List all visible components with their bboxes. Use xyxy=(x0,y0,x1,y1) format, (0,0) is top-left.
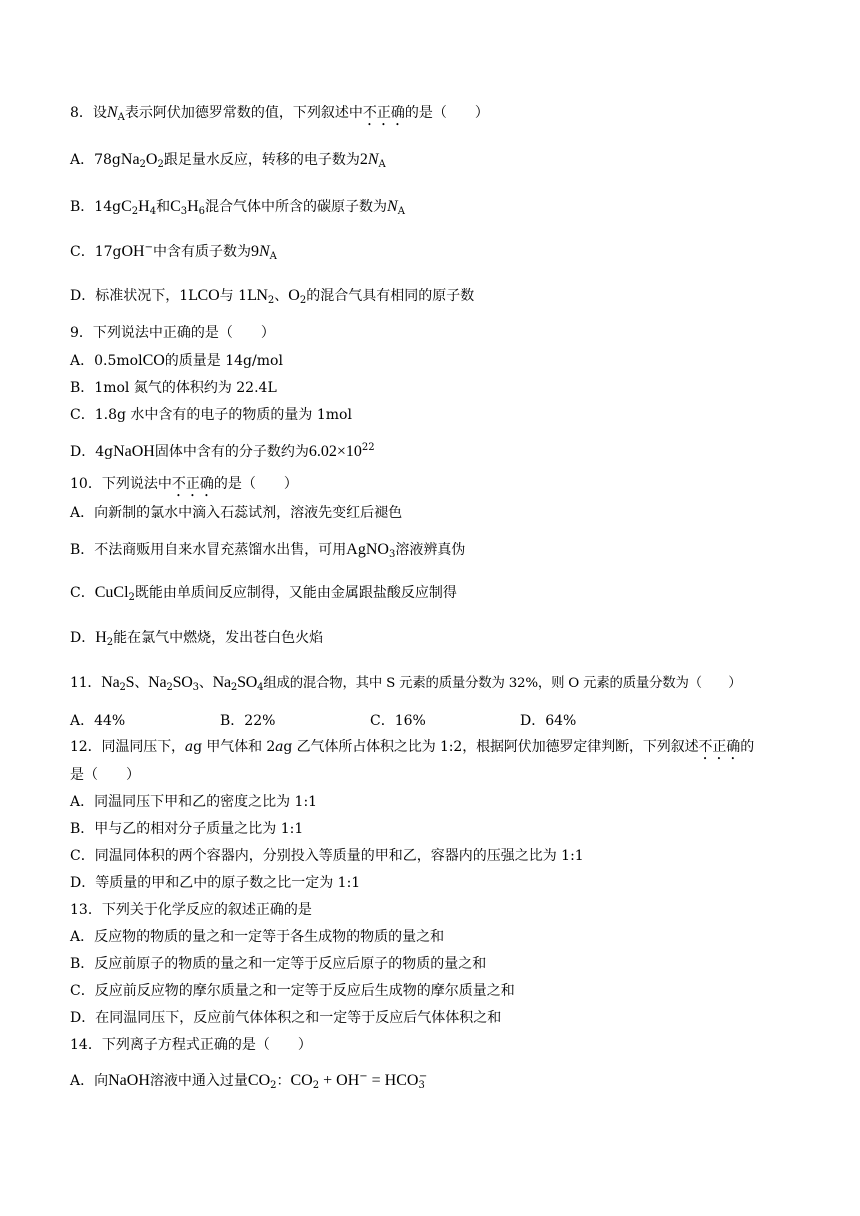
separator: 、 xyxy=(274,288,289,304)
formula: Na xyxy=(101,674,120,691)
question-14-stem: 14．下列离子方程式正确的是（ ） xyxy=(70,1037,312,1053)
equation: CO xyxy=(290,1072,313,1089)
question-13-option-a: A．反应物的物质的量之和一定等于各生成物的物质的量之和 xyxy=(70,929,445,945)
avogadro-subscript: A xyxy=(269,251,277,262)
avogadro-subscript: A xyxy=(397,206,405,217)
option-text: C．17g xyxy=(70,244,122,260)
separator: 、 xyxy=(198,675,213,691)
option-text: 的混合气具有相同的原子数 xyxy=(306,288,475,304)
option-d: D．64% xyxy=(520,713,577,729)
formula: NaOH xyxy=(113,443,155,460)
option-text: 能在氯气中燃烧，发出苍白色火焰 xyxy=(113,630,324,646)
option-text: 和 xyxy=(156,199,171,215)
subscript: 2 xyxy=(270,1080,277,1091)
question-12-stem-continued: 是（ ） xyxy=(70,767,140,783)
option-text: A．0.5mol xyxy=(70,353,143,369)
formula: NaOH xyxy=(108,1072,150,1089)
formula: O xyxy=(145,151,158,168)
formula: O xyxy=(288,287,300,304)
equation: = HCO xyxy=(367,1072,419,1089)
subscript: 3 xyxy=(192,682,199,693)
subscript: 4 xyxy=(257,682,264,693)
question-9-stem: 9．下列说法中正确的是（ ） xyxy=(70,325,275,341)
option-b: B．22% xyxy=(220,713,276,729)
q11-stem-text: 组成的混合物，其中 S 元素的质量分数为 32%，则 O 元素的质量分数为（ ） xyxy=(263,676,742,691)
q12-stem-text: 12．同温同压下， xyxy=(70,739,185,755)
avogadro-symbol: N xyxy=(106,104,118,121)
option-text: 既能由单质间反应制得，又能由金属跟盐酸反应制得 xyxy=(134,585,457,601)
option-text: 中含有质子数为 xyxy=(153,244,251,260)
question-12-option-d: D．等质量的甲和乙中的原子数之比一定为 1:1 xyxy=(70,875,361,891)
question-10-option-b xyxy=(70,540,800,560)
option-text: 溶液辨真伪 xyxy=(395,542,466,558)
subscript: 2 xyxy=(299,295,307,306)
question-9-option-a xyxy=(70,351,800,371)
question-11-stem xyxy=(70,673,800,694)
subscript: 2 xyxy=(157,159,164,170)
exponent: 22 xyxy=(361,442,375,453)
question-13-option-d: D．在同温同压下，反应前气体体积之和一定等于反应后气体体积之和 xyxy=(70,1010,502,1026)
option-c: C．16% xyxy=(370,713,426,729)
question-11-options xyxy=(70,711,800,731)
formula: CO xyxy=(247,1072,271,1089)
formula: H xyxy=(138,198,150,215)
option-text: C． xyxy=(70,585,95,601)
question-10-option-c xyxy=(70,583,800,603)
question-9-option-b: B．1mol 氮气的体积约为 22.4L xyxy=(70,380,277,396)
option-text: 固体中含有的分子数约为 xyxy=(154,444,309,460)
subscript: 3 xyxy=(388,549,396,560)
avogadro-symbol: N xyxy=(259,243,270,260)
question-12-stem xyxy=(70,737,800,763)
subscript: 3 xyxy=(418,1080,425,1091)
subscript: 2 xyxy=(128,592,135,603)
formula: N xyxy=(256,287,268,304)
formula: Na xyxy=(212,674,231,691)
formula: AgNO xyxy=(346,541,389,558)
formula: Na xyxy=(120,151,140,168)
value: 2 xyxy=(359,151,368,168)
q8-stem-text: 表示阿伏加德罗常数的值，下列叙述中 xyxy=(124,105,363,121)
formula: SO xyxy=(237,674,258,691)
q8-stem-text: 8．设 xyxy=(70,105,107,121)
superscript: − xyxy=(144,242,153,253)
subscript: 2 xyxy=(119,682,126,693)
formula: S xyxy=(125,674,135,691)
option-text: A．向 xyxy=(70,1073,109,1089)
q8-stem-text: 的是（ ） xyxy=(404,105,489,121)
subscript: 2 xyxy=(106,637,114,648)
formula: CO xyxy=(142,352,165,369)
option-text: D．标准状况下，1L xyxy=(70,288,198,304)
avogadro-subscript: A xyxy=(117,112,125,123)
question-12-option-c: C．同温同体积的两个容器内，分别投入等质量的甲和乙，容器内的压强之比为 1:1 xyxy=(70,848,584,864)
question-9-option-d xyxy=(70,442,800,462)
question-8-option-b xyxy=(70,197,800,217)
formula: SO xyxy=(172,674,193,691)
subscript: 2 xyxy=(312,1080,320,1091)
subscript: 2 xyxy=(139,159,146,170)
option-text: 跟足量水反应，转移的电子数为 xyxy=(163,152,360,168)
question-8-option-d xyxy=(70,286,800,306)
option-text: B．不法商贩用自来水冒充蒸馏水出售，可用 xyxy=(70,542,347,558)
question-10-option-a: A．向新制的氯水中滴入石蕊试剂，溶液先变红后褪色 xyxy=(70,505,403,521)
option-text: 溶液中通入过量 xyxy=(149,1073,248,1089)
formula: CO xyxy=(197,287,220,304)
option-text: D．4g xyxy=(70,444,114,460)
subscript: 4 xyxy=(149,206,157,217)
separator: 、 xyxy=(134,675,149,691)
question-10-option-d xyxy=(70,628,800,648)
question-12-option-a: A．同温同压下甲和乙的密度之比为 1:1 xyxy=(70,794,318,810)
formula: Na xyxy=(148,674,167,691)
formula: OH xyxy=(121,243,145,260)
separator: ： xyxy=(276,1073,291,1089)
formula: C xyxy=(121,198,132,215)
avogadro-symbol: N xyxy=(367,151,379,168)
question-8-option-c xyxy=(70,242,800,262)
q10-stem-text: 的是（ ） xyxy=(213,476,298,492)
option-text: 混合气体中所含的碳原子数为 xyxy=(205,199,388,215)
equation: + OH xyxy=(319,1072,360,1089)
value: 6.02×10 xyxy=(308,443,362,460)
avogadro-symbol: N xyxy=(387,198,398,215)
question-14-option-a xyxy=(70,1071,800,1091)
question-12-option-b: B．甲与乙的相对分子质量之比为 1:1 xyxy=(70,821,304,837)
q10-emphasis: 不正确 xyxy=(171,476,214,492)
q12-emphasis: 不正确 xyxy=(698,739,741,755)
question-13-option-b: B．反应前原子的物质的量之和一定等于反应后原子的物质的量之和 xyxy=(70,956,487,972)
question-8-stem xyxy=(70,103,800,129)
avogadro-subscript: A xyxy=(378,159,386,170)
option-text: D． xyxy=(70,630,96,646)
q12-stem-text: g 乙气体所占体积之比为 1:2，根据阿伏加德罗定律判断，下列叙述 xyxy=(283,739,699,755)
variable: a xyxy=(275,739,284,755)
superscript: − xyxy=(418,1071,428,1082)
option-text: A．78g xyxy=(70,152,121,168)
q11-stem-text: 11． xyxy=(70,675,102,691)
q8-emphasis: 不正确 xyxy=(362,105,405,121)
q12-stem-text: g 甲气体和 2 xyxy=(193,739,276,755)
subscript: 2 xyxy=(230,682,238,693)
question-8-option-a xyxy=(70,150,800,170)
question-13-stem: 13．下列关于化学反应的叙述正确的是 xyxy=(70,902,312,918)
variable: a xyxy=(184,739,194,755)
option-text: 的质量是 14g/mol xyxy=(164,353,283,369)
formula: CuCl xyxy=(94,584,129,601)
formula: C xyxy=(170,198,181,215)
formula: H xyxy=(95,629,107,646)
subscript: 2 xyxy=(131,206,139,217)
question-13-option-c: C．反应前反应物的摩尔质量之和一定等于反应后生成物的摩尔质量之和 xyxy=(70,983,515,999)
subscript: 2 xyxy=(267,295,275,306)
formula: H xyxy=(187,198,199,215)
q12-stem-text: 的 xyxy=(740,739,755,755)
subscript: 6 xyxy=(198,206,206,217)
q10-stem-text: 10．下列说法中 xyxy=(70,476,172,492)
option-text: B．14g xyxy=(70,199,122,215)
superscript: − xyxy=(359,1071,368,1082)
question-10-stem xyxy=(70,474,800,500)
option-a: A．44% xyxy=(70,713,126,729)
subscript: 3 xyxy=(180,206,188,217)
question-9-option-c: C．1.8g 水中含有的电子的物质的量为 1mol xyxy=(70,407,352,423)
subscript: 2 xyxy=(166,682,173,693)
option-text: 与 1L xyxy=(219,288,257,304)
value: 9 xyxy=(251,243,259,260)
